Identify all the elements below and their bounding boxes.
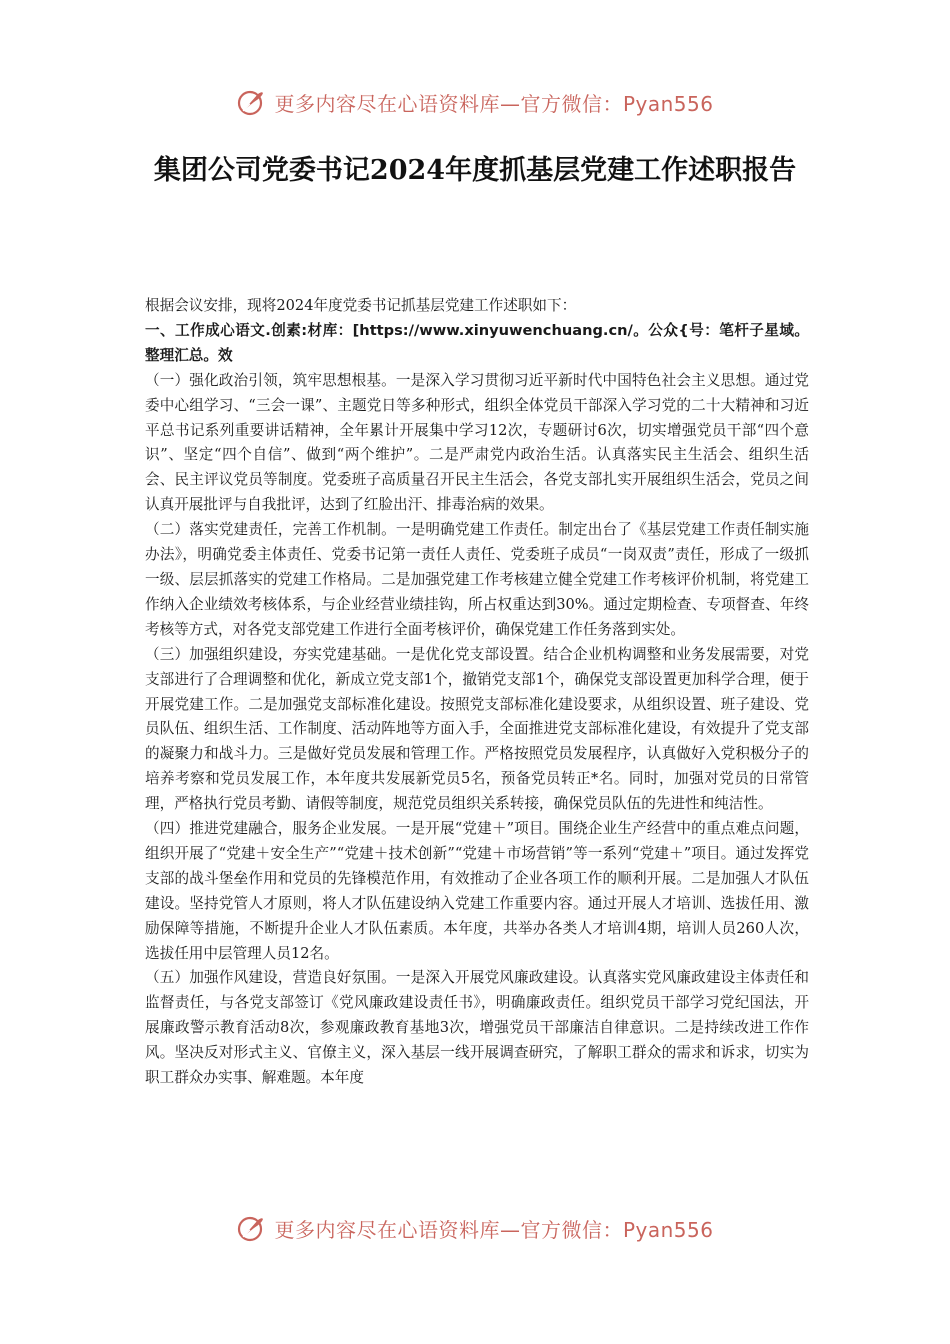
watermark-banner-top — [0, 80, 950, 124]
section-heading: 一、工作成心语文.创素:材库：[https://www.xinyuwenchuang.cn/。公众{号：笔杆子星域。整理汇总。效 — [145, 321, 809, 364]
quill-pen-logo-icon — [236, 1213, 266, 1243]
body-paragraph: （一）强化政治引领，筑牢思想根基。一是深入学习贯彻习近平新时代中国特色社会主义思想。通过党委中心组学习、“三会一课”、主题党日等多种形式，组织全体党员干部深入学习党的二十大精神和习近平总书记系列重要讲话精神，全年累计开展集中学习12次，专题研讨6次，切实增强党员干部“四个意识”、坚定“四个自信”、做到“两个维护”。二是严肃党内政治生活。认真落实民主生活会、组织生活会、民主评议党员等制度。党委班子高质量召开民主生活会，各党支部扎实开展组织生活会，党员之间认真开展批评与自我批评，达到了红脸出汗、排毒治病的效果。 — [145, 371, 809, 514]
body-paragraph: （五）加强作风建设，营造良好氛围。一是深入开展党风廉政建设。认真落实党风廉政建设主体责任和监督责任，与各党支部签订《党风廉政建设责任书》，明确廉政责任。组织党员干部学习党纪国法，开展廉政警示教育活动8次，参观廉政教育基地3次，增强党员干部廉洁自律意识。二是持续改进工作作风。坚决反对形式主义、官僚主义，深入基层一线开展调查研究，了解职工群众的需求和诉求，切实为职工群众办实事、解难题。本年度 — [145, 969, 809, 1087]
watermark-banner-bottom — [0, 1206, 950, 1250]
watermark-text: 更多内容尽在心语资料库—官方微信：Pyan556 — [274, 91, 714, 116]
quill-pen-logo-icon — [236, 87, 266, 117]
body-paragraph: （二）落实党建责任，完善工作机制。一是明确党建工作责任。制定出台了《基层党建工作责任制实施办法》，明确党委主体责任、党委书记第一责任人责任、党委班子成员“一岗双责”责任，形成了一级抓一级、层层抓落实的党建工作格局。二是加强党建工作考核建立健全党建工作考核评价机制，将党建工作纳入企业绩效考核体系，与企业经营业绩挂钩，所占权重达到30%。通过定期检查、专项督查、年终考核等方式，对各党支部党建工作进行全面考核评价，确保党建工作任务落到实处。 — [145, 521, 809, 638]
intro-paragraph: 根据会议安排，现将2024年度党委书记抓基层党建工作述职如下： — [145, 297, 577, 314]
document-body — [145, 294, 809, 1091]
body-paragraph: （三）加强组织建设，夯实党建基础。一是优化党支部设置。结合企业机构调整和业务发展需要，对党支部进行了合理调整和优化，新成立党支部1个，撤销党支部1个，确保党支部设置更加科学合理，便于开展党建工作。二是加强党支部标准化建设。按照党支部标准化建设要求，从组织设置、班子建设、党员队伍、组织生活、工作制度、活动阵地等方面入手，全面推进党支部标准化建设，有效提升了党支部的凝聚力和战斗力。三是做好党员发展和管理工作。严格按照党员发展程序，认真做好入党积极分子的培养考察和党员发展工作，本年度共发展新党员5名，预备党员转正*名。同时，加强对党员的日常管理，严格执行党员考勤、请假等制度，规范党员组织关系转接，确保党员队伍的先进性和纯洁性。 — [145, 645, 809, 813]
body-paragraph: （四）推进党建融合，服务企业发展。一是开展“党建＋”项目。围绕企业生产经营中的重点难点问题，组织开展了“党建＋安全生产”“党建＋技术创新”“党建＋市场营销”等一系列“党建＋”项目。通过发挥党支部的战斗堡垒作用和党员的先锋模范作用，有效推动了企业各项工作的顺利开展。二是加强人才队伍建设。坚持党管人才原则，将人才队伍建设纳入党建工作重要内容。通过开展人才培训、选拔任用、激励保障等措施，不断提升企业人才队伍素质。本年度，共举办各类人才培训4期，培训人员260人次，选拔任用中层管理人员12名。 — [145, 820, 809, 962]
watermark-text: 更多内容尽在心语资料库—官方微信：Pyan556 — [274, 1217, 714, 1242]
document-title: 集团公司党委书记2024年度抓基层党建工作述职报告 — [153, 155, 797, 186]
